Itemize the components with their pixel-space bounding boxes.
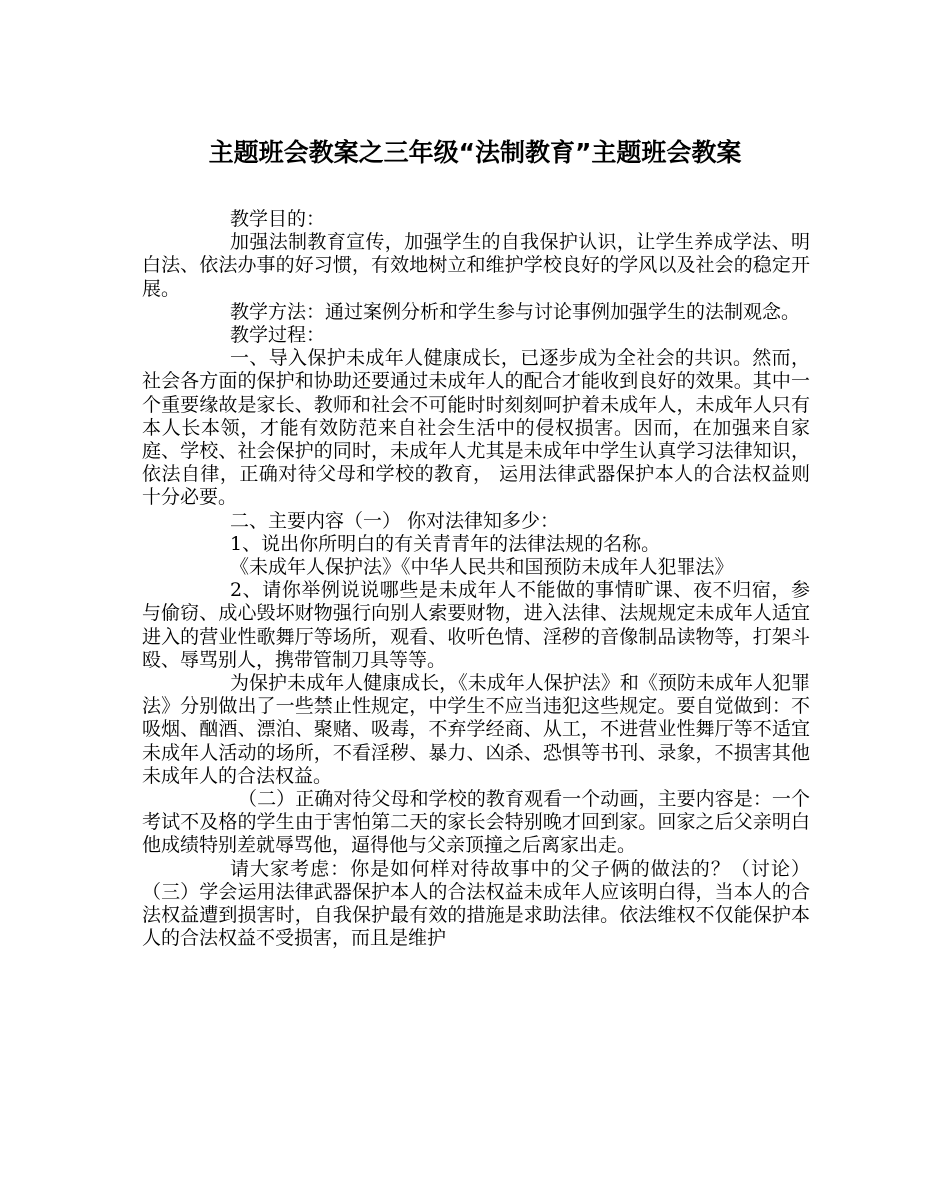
document-title: 主题班会教案之三年级“法制教育”主题班会教案	[208, 138, 742, 167]
paragraph-main-content-heading: 二、主要内容（一） 你对法律知多少：	[230, 509, 560, 532]
paragraph-question-2: 2、请你举例说说哪些是未成年人不能做的事情旷课、夜不归宿，参与偷窃、成心毁坏财物强行向别人索要财物，进入法律、法规规定未成年人适宜进入的营业性歌舞厅等场所，观看、收听色情、淫秽的音像制品读物等，打架斗殴、辱骂别人，携带管制刀具等等。	[142, 579, 810, 671]
paragraph-question-1: 1、说出你所明白的有关青青年的法律法规的名称。	[230, 532, 661, 555]
paragraph-teaching-goal: 加强法制教育宣传，加强学生的自我保护认识，让学生养成学法、明白法、依法办事的好习惯，有效地树立和维护学校良好的学风以及社会的稳定开展。	[142, 231, 810, 300]
paragraph-parents-school-education: （二）正确对待父母和学校的教育观看一个动画，主要内容是：一个考试不及格的学生由于害怕第二天的家长会特别晚才回到家。回家之后父亲明白他成绩特别差就辱骂他，逼得他与父亲顶撞之后离家出走。	[142, 788, 810, 857]
paragraph-law-names: 《未成年人保护法》《中华人民共和国预防未成年人犯罪法》	[230, 556, 734, 579]
paragraph-introduction: 一、导入保护未成年人健康成长，已逐步成为全社会的共识。然而，社会各方面的保护和协助还要通过未成年人的配合才能收到良好的效果。其中一个重要缘故是家长、教师和社会不可能时时刻刻呵护着未成年人，未成年人只有本人长本领，才能有效防范来自社会生活中的侵权损害。因而，在加强来自家庭、学校、社会保护的同时，未成年人尤其是未成年中学生认真学习法律知识，依法自律，正确对待父母和学校的教育， 运用法律武器保护本人的合法权益则十分必要。	[142, 347, 810, 509]
paragraph-teaching-process-heading: 教学过程：	[230, 324, 326, 347]
paragraph-teaching-method: 教学方法：通过案例分析和学生参与讨论事例加强学生的法制观念。	[230, 300, 801, 323]
paragraph-protection-rules: 为保护未成年人健康成长，《未成年人保护法》和《预防未成年人犯罪法》分别做出了一些禁止性规定，中学生不应当违犯这些规定。要自觉做到：不吸烟、酗酒、漂泊、聚赌、吸毒，不弃学经商、从工，不进营业性舞厅等不适宜未成年人活动的场所，不看淫秽、暴力、凶杀、恐惧等书刊、录象，不损害其他未成年人的合法权益。	[142, 672, 810, 787]
paragraph-discussion: 请大家考虑：你是如何样对待故事中的父子俩的做法的？（讨论）（三）学会运用法律武器保护本人的合法权益未成年人应该明白得，当本人的合法权益遭到损害时，自我保护最有效的措施是求助法律。依法维权不仅能保护本人的合法权益不受损害，而且是维护	[142, 857, 810, 950]
paragraph-teaching-goal-heading: 教学目的：	[230, 208, 326, 230]
document-body	[142, 208, 810, 951]
